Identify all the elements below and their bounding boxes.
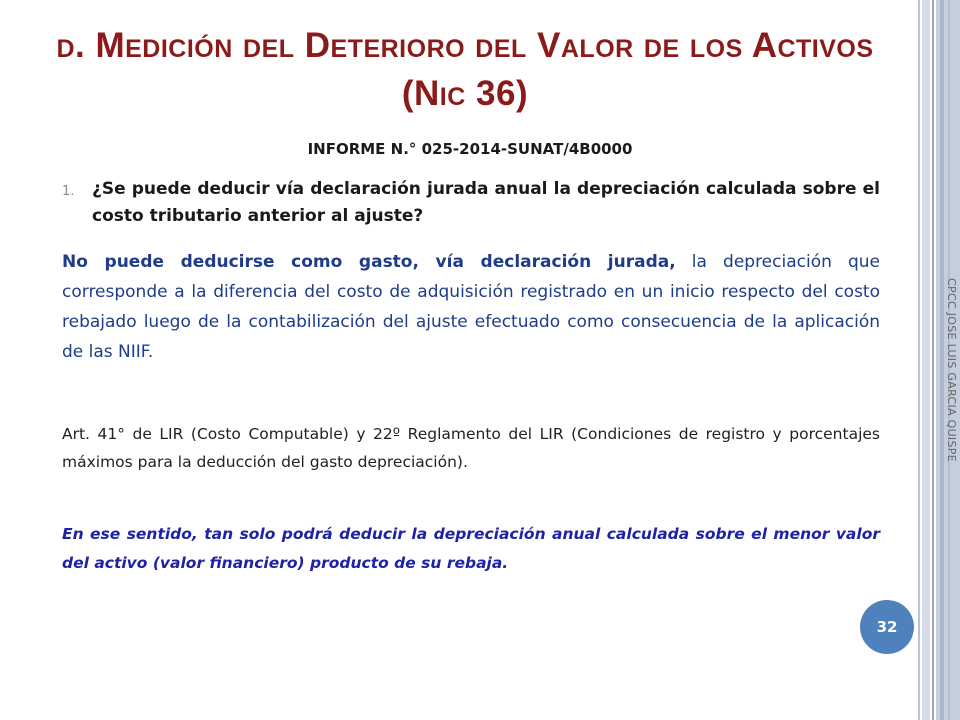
legal-reference: Art. 41° de LIR (Costo Computable) y 22º Reglamento del LIR (Condiciones de registro y porcentajes máximos para la deducción del gasto depreciación).	[62, 425, 880, 471]
list-number: 1.	[62, 184, 75, 199]
page-number-badge: 32	[860, 600, 914, 654]
answer-rest: la depreciación que corresponde a la diferencia del costo de adquisición registrado en un inicio respecto del costo rebajado luego de la contabilización del ajuste efectuado como consecuencia de la aplicación de las NIIF.	[62, 252, 881, 362]
question-item	[62, 176, 880, 230]
decorative-stripe	[932, 0, 934, 720]
slide-title: d. Medición del Deterioro del Valor de los Activos (Nic 36)	[56, 26, 874, 113]
question-text: ¿Se puede deducir vía declaración jurada anual la depreciación calculada sobre el costo tributario anterior al ajuste?	[92, 179, 880, 226]
author-sidebar: CPCC JOSE LUIS GARCIA QUISPE	[945, 278, 958, 462]
decorative-stripe	[918, 0, 920, 720]
answer-paragraph	[62, 247, 880, 367]
report-reference: INFORME N.° 025-2014-SUNAT/4B0000	[307, 140, 633, 158]
conclusion-paragraph: En ese sentido, tan solo podrá deducir la depreciación anual calculada sobre el menor valor del activo (valor financiero) producto de su rebaja.	[62, 525, 880, 572]
answer-bold-lead: No puede deducirse como gasto, vía declaración jurada,	[62, 252, 676, 272]
decorative-stripe	[922, 0, 930, 720]
